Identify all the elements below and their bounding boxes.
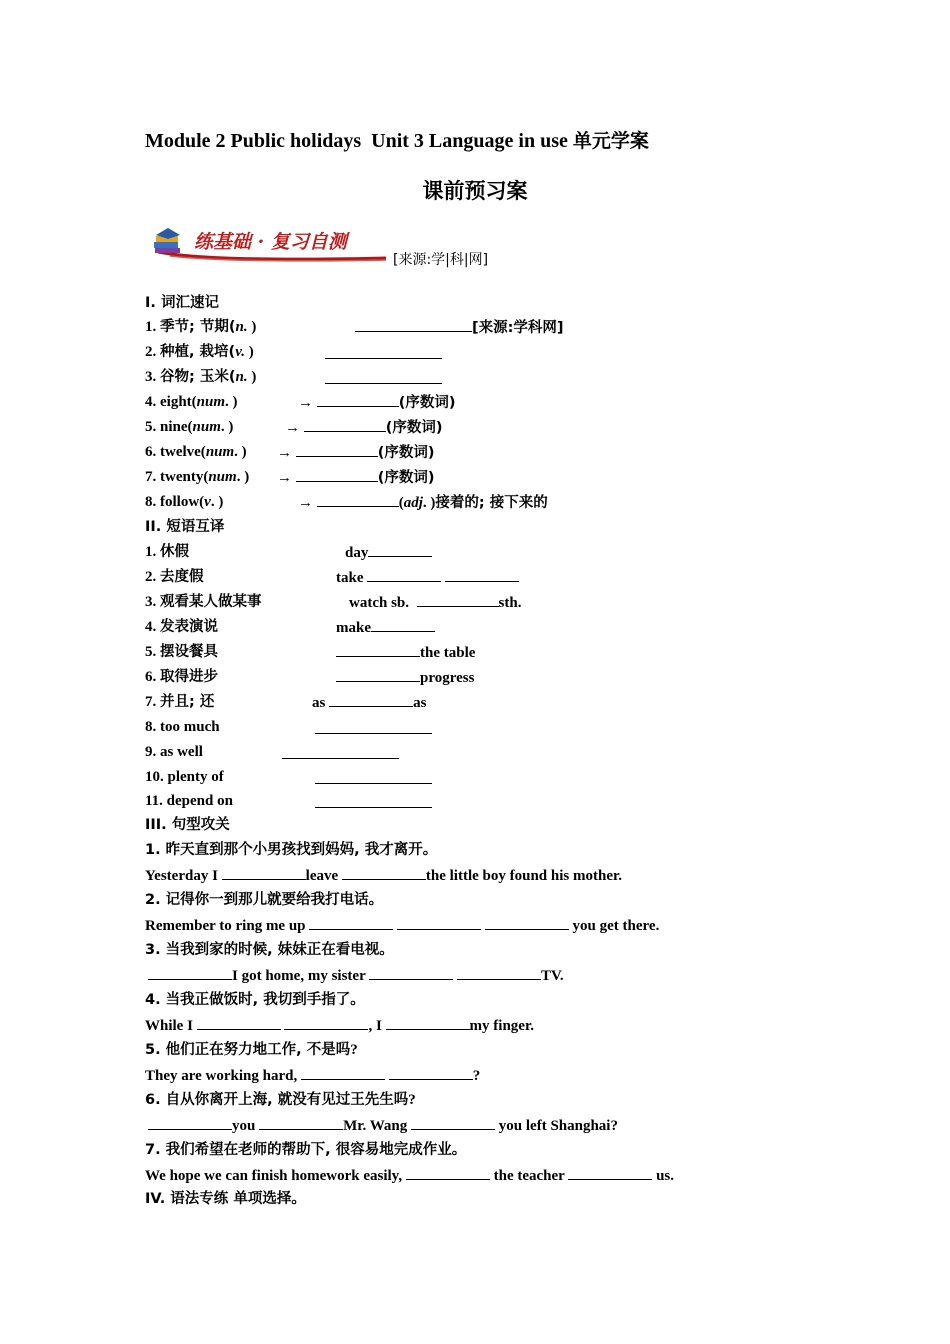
sentence-6-prompt: 6. 自从你离开上海, 就没有见过王先生吗? <box>145 1092 416 1108</box>
sentence-5-prompt: 5. 他们正在努力地工作, 不是吗? <box>145 1042 358 1058</box>
vocab-item-1: 1. 季节; 节期(n. ) [来源:学科网] <box>145 319 564 336</box>
sentence-1-prompt: 1. 昨天直到那个小男孩找到妈妈, 我才离开。 <box>145 842 438 858</box>
sentence-2-prompt: 2. 记得你一到那儿就要给我打电话。 <box>145 892 384 908</box>
document-title: Module 2 Public holidays Unit 3 Language in use 单元学案 <box>145 130 649 152</box>
book-stack-icon <box>154 228 180 253</box>
banner-graphic <box>150 222 390 264</box>
section-4-heading: IV. 语法专练 单项选择。 <box>145 1191 306 1207</box>
source-tag: [来源:学|科|网] <box>393 252 489 268</box>
sentence-3-blank: I got home, my sister TV. <box>148 966 564 985</box>
vocab-item-5: 5. nine(num. ) → (序数词) <box>145 419 443 436</box>
phrase-item-11: 11. depend on <box>145 792 233 810</box>
section-1-heading: I. 词汇速记 <box>145 295 219 311</box>
phrase-item-6: 6. 取得进步 progress <box>145 669 475 686</box>
phrase-item-9: 9. as well <box>145 743 203 761</box>
sentence-2-blank: Remember to ring me up you get there. <box>145 918 660 934</box>
vocab-item-6: 6. twelve(num. ) → (序数词) <box>145 444 435 461</box>
sentence-5-blank: They are working hard, ? <box>145 1068 481 1084</box>
banner-text: 练基础 · 复习自测 <box>194 231 347 253</box>
sentence-3-prompt: 3. 当我到家的时候, 妹妹正在看电视。 <box>145 942 394 958</box>
sentence-4-blank: While I , I my finger. <box>145 1018 534 1034</box>
vocab-item-2: 2. 种植, 栽培(v. ) <box>145 343 254 361</box>
phrase-item-1: 1. 休假 day <box>145 543 189 561</box>
sentence-4-prompt: 4. 当我正做饭时, 我切到手指了。 <box>145 992 365 1008</box>
phrase-item-8: 8. too much <box>145 718 220 736</box>
phrase-item-7: 7. 并且; 还 as as <box>145 694 427 711</box>
phrase-item-5: 5. 摆设餐具 the table <box>145 644 476 661</box>
sentence-7-blank: We hope we can finish homework easily, the teacher us. <box>145 1168 674 1184</box>
vocab-item-4: 4. eight(num. ) → (序数词) <box>145 394 456 411</box>
section-2-heading: II. 短语互译 <box>145 519 225 535</box>
practice-banner <box>150 222 390 264</box>
sentence-1-blank: Yesterday I leave the little boy found his mother. <box>145 868 623 884</box>
vocab-item-8: 8. follow(v. ) → (adj. )接着的; 接下来的 <box>145 494 548 511</box>
sentence-6-blank: you Mr. Wang you left Shanghai? <box>148 1116 618 1135</box>
phrase-item-2: 2. 去度假 take <box>145 568 204 586</box>
sentence-7-prompt: 7. 我们希望在老师的帮助下, 很容易地完成作业。 <box>145 1142 467 1158</box>
section-3-heading: III. 句型攻关 <box>145 817 230 833</box>
phrase-item-3: 3. 观看某人做某事 watch sb. sth. <box>145 594 522 611</box>
vocab-item-7: 7. twenty(num. ) → (序数词) <box>145 469 435 486</box>
phrase-item-10: 10. plenty of <box>145 768 224 786</box>
phrase-item-4: 4. 发表演说 make <box>145 618 218 636</box>
section-subtitle: 课前预习案 <box>422 179 528 203</box>
vocab-item-3: 3. 谷物; 玉米(n. ) <box>145 368 256 386</box>
